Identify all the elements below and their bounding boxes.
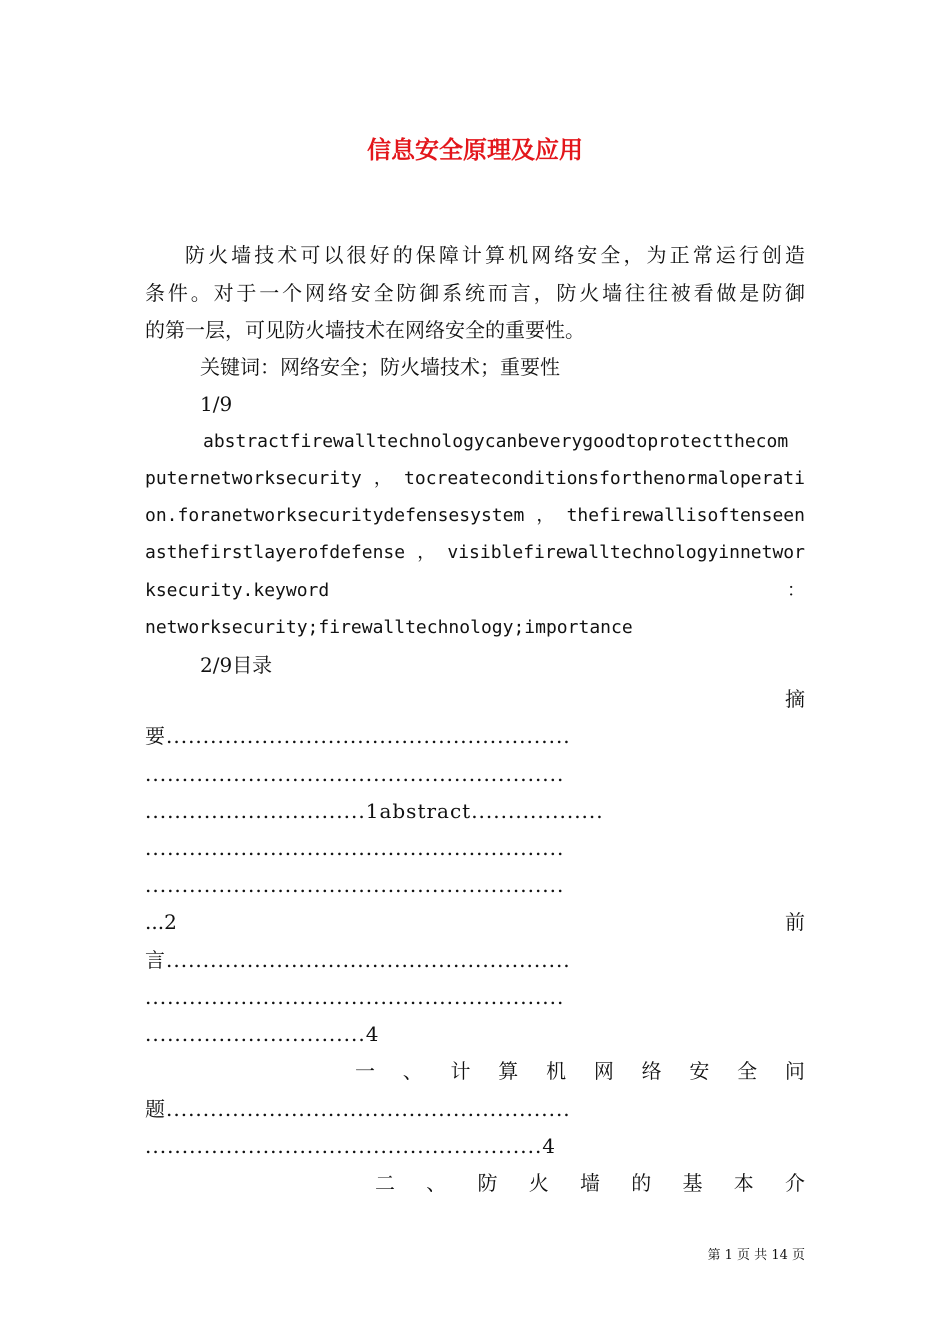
keyword-en-label: ksecurity.keyword <box>145 580 330 601</box>
abstract-cn-line-1: 防火墙技术可以很好的保障计算机网络安全，为正常运行创造 <box>185 243 805 267</box>
toc-char: 算 <box>498 1059 519 1083</box>
toc-dots-line-1: 要....................................................... <box>145 724 571 748</box>
abstract-cn-line-3: 的第一层，可见防火墙技术在网络安全的重要性。 <box>145 318 585 342</box>
toc-line-split <box>145 908 805 936</box>
page-footer: 第 1 页 共 14 页 <box>707 1248 805 1263</box>
toc-char: 本 <box>733 1171 754 1195</box>
toc-char: 网 <box>593 1059 614 1083</box>
keyword-en-line <box>145 577 805 605</box>
toc-char: 防 <box>477 1171 498 1195</box>
toc-dots-line-4: ......................................................... <box>145 836 565 860</box>
toc-dots-line-8: ..............................4 <box>145 1022 380 1046</box>
toc-entry-chapter-2 <box>375 1169 805 1197</box>
toc-char: 全 <box>737 1059 758 1083</box>
toc-char: 机 <box>546 1059 567 1083</box>
toc-char: 火 <box>528 1171 549 1195</box>
toc-page-2: ...2 <box>145 910 177 934</box>
toc-char: 计 <box>450 1059 471 1083</box>
toc-dots-line-6: 言....................................................... <box>145 948 571 972</box>
toc-entry-chapter-1 <box>355 1057 805 1085</box>
toc-dots-line-10: ......................................................4 <box>145 1134 557 1158</box>
toc-char: 络 <box>641 1059 662 1083</box>
toc-dots-line-5: ......................................................... <box>145 873 565 897</box>
toc-char: 墙 <box>580 1171 600 1195</box>
page-marker-1: 1/9 <box>200 392 233 416</box>
toc-char: 的 <box>631 1171 652 1195</box>
abstract-en-line-1: abstractfirewalltechnologycanbeverygoodtoprotectthecom <box>203 431 789 452</box>
toc-char: 、 <box>402 1059 423 1083</box>
toc-dots-line-9: 题....................................................... <box>145 1097 571 1121</box>
abstract-en-line-2: puternetworksecurity，tocreateconditionsforthenormaloperati <box>145 468 805 489</box>
abstract-en-line-4: asthefirstlayerofdefense，visiblefirewalltechnologyinnetwor <box>145 542 805 563</box>
toc-dots-line-2: ......................................................... <box>145 762 565 786</box>
abstract-cn-line-2: 条件。对于一个网络安全防御系统而言，防火墙往往被看做是防御 <box>145 281 805 305</box>
toc-char: 介 <box>785 1171 805 1195</box>
document-title: 信息安全原理及应用 <box>367 135 583 164</box>
toc-entry-abstract-cn-start: 摘 <box>785 687 805 711</box>
toc-dots-line-7: ......................................................... <box>145 985 565 1009</box>
toc-char: 基 <box>682 1171 703 1195</box>
toc-char: 问 <box>784 1059 805 1083</box>
toc-char: 一 <box>355 1059 375 1083</box>
toc-heading: 2/9目录 <box>200 653 273 677</box>
keywords-cn: 关键词：网络安全；防火墙技术；重要性 <box>200 355 560 379</box>
toc-dots-line-3: ..............................1abstract.................. <box>145 799 604 823</box>
keywords-en: networksecurity;firewalltechnology;importance <box>145 617 633 638</box>
toc-char: 安 <box>689 1059 710 1083</box>
toc-entry-preface-start: 前 <box>785 910 805 934</box>
toc-char: 二 <box>375 1171 395 1195</box>
toc-char: 、 <box>426 1171 447 1195</box>
keyword-en-colon: ： <box>787 580 805 601</box>
abstract-en-line-3: on.foranetworksecuritydefensesystem，thefirewallisoftenseen <box>145 505 805 526</box>
